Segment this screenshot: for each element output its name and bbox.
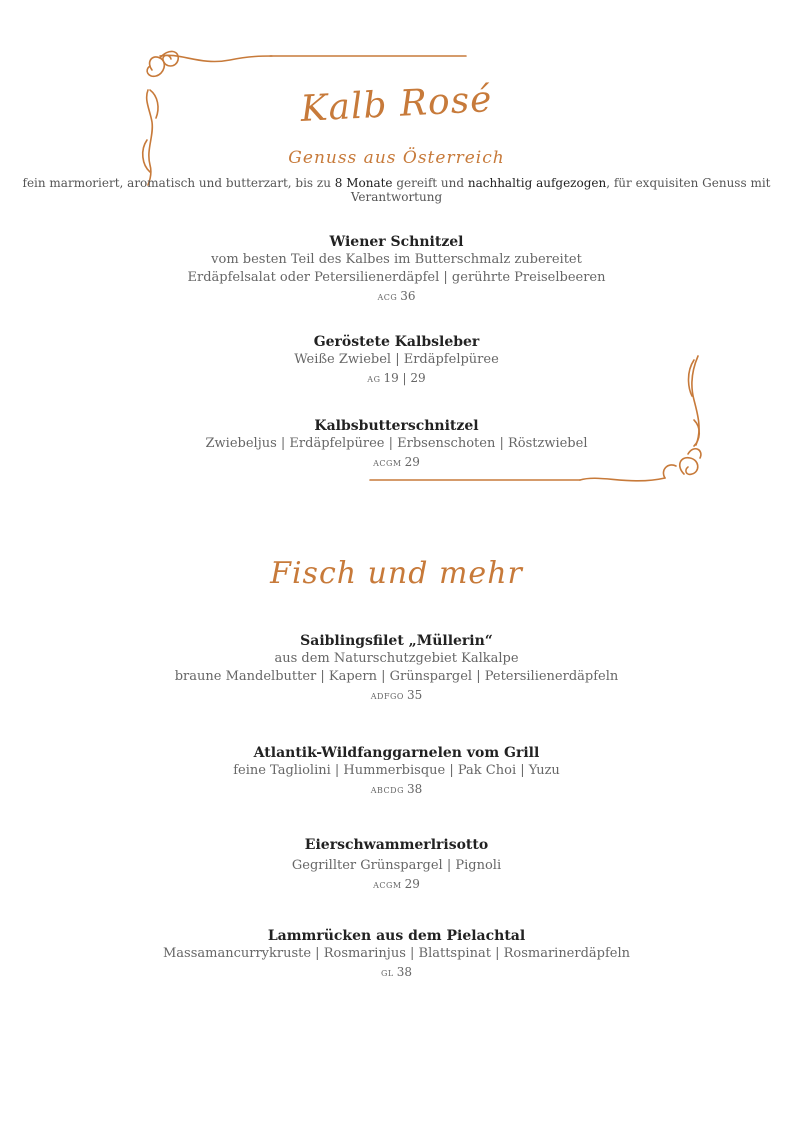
dish-description: aus dem Naturschutzgebiet Kalkalpe <box>274 651 519 666</box>
allergen-codes: ACGM <box>373 881 402 890</box>
section-intro: fein marmoriert, aromatisch und butterzart, bis zu 8 Monate gereift und nachhaltig aufgezogen, für exquisiten Genuss mit Verantwortung <box>22 176 771 204</box>
dish-price: ACGM 29 <box>373 877 420 891</box>
dish-description: Zwiebeljus | Erdäpfelpüree | Erbsenschoten | Röstzwiebel <box>205 436 588 451</box>
allergen-codes: ABCDG <box>370 786 404 795</box>
dish-price: ABCDG 38 <box>370 782 423 796</box>
dish-price: ADFGO 35 <box>370 688 423 702</box>
dish-name: Wiener Schnitzel <box>329 234 464 250</box>
dish-name: Geröstete Kalbsleber <box>313 334 480 350</box>
dish-description: vom besten Teil des Kalbes im Butterschmalz zubereitet <box>211 252 582 267</box>
allergen-codes: GL <box>381 969 394 978</box>
dish-description: feine Tagliolini | Hummerbisque | Pak Choi | Yuzu <box>233 763 560 778</box>
dish-price: AG 19 | 29 <box>367 371 426 385</box>
dish-description: Massamancurrykruste | Rosmarinjus | Blattspinat | Rosmarinerdäpfeln <box>162 946 631 961</box>
dish-price: GL 38 <box>381 965 412 979</box>
menu-item <box>0 744 793 800</box>
allergen-codes: ACGM <box>373 459 402 468</box>
section-subtitle: Genuss aus Österreich <box>288 148 505 168</box>
allergen-codes: AG <box>367 375 381 384</box>
menu-item <box>0 233 793 307</box>
dish-name: Atlantik-Wildfanggarnelen vom Grill <box>253 745 540 761</box>
dish-name: Saiblingsfilet „Müllerin“ <box>300 633 493 649</box>
menu-item <box>0 927 793 983</box>
dish-description: Erdäpfelsalat oder Petersilienerdäpfel | gerührte Preiselbeeren <box>187 270 606 285</box>
menu-item <box>0 632 793 706</box>
allergen-codes: ACG <box>377 293 398 302</box>
dish-price: ACGM 29 <box>373 455 420 469</box>
dish-description: Gegrillter Grünspargel | Pignoli <box>291 858 502 873</box>
section-title-fisch: Fisch und mehr <box>270 556 523 591</box>
dish-price: ACG 36 <box>377 289 416 303</box>
dish-description: Weiße Zwiebel | Erdäpfelpüree <box>294 352 499 367</box>
dish-name: Eierschwammerlrisotto <box>304 837 489 853</box>
dish-name: Lammrücken aus dem Pielachtal <box>267 928 526 944</box>
menu-item <box>0 417 793 473</box>
allergen-codes: ADFGO <box>370 692 404 701</box>
menu-item <box>0 836 793 895</box>
section-title-kalb: Kalb Rosé <box>299 79 494 130</box>
menu-item <box>0 333 793 389</box>
dish-description: braune Mandelbutter | Kapern | Grünspargel | Petersilienerdäpfeln <box>174 669 619 684</box>
dish-name: Kalbsbutterschnitzel <box>314 418 479 434</box>
